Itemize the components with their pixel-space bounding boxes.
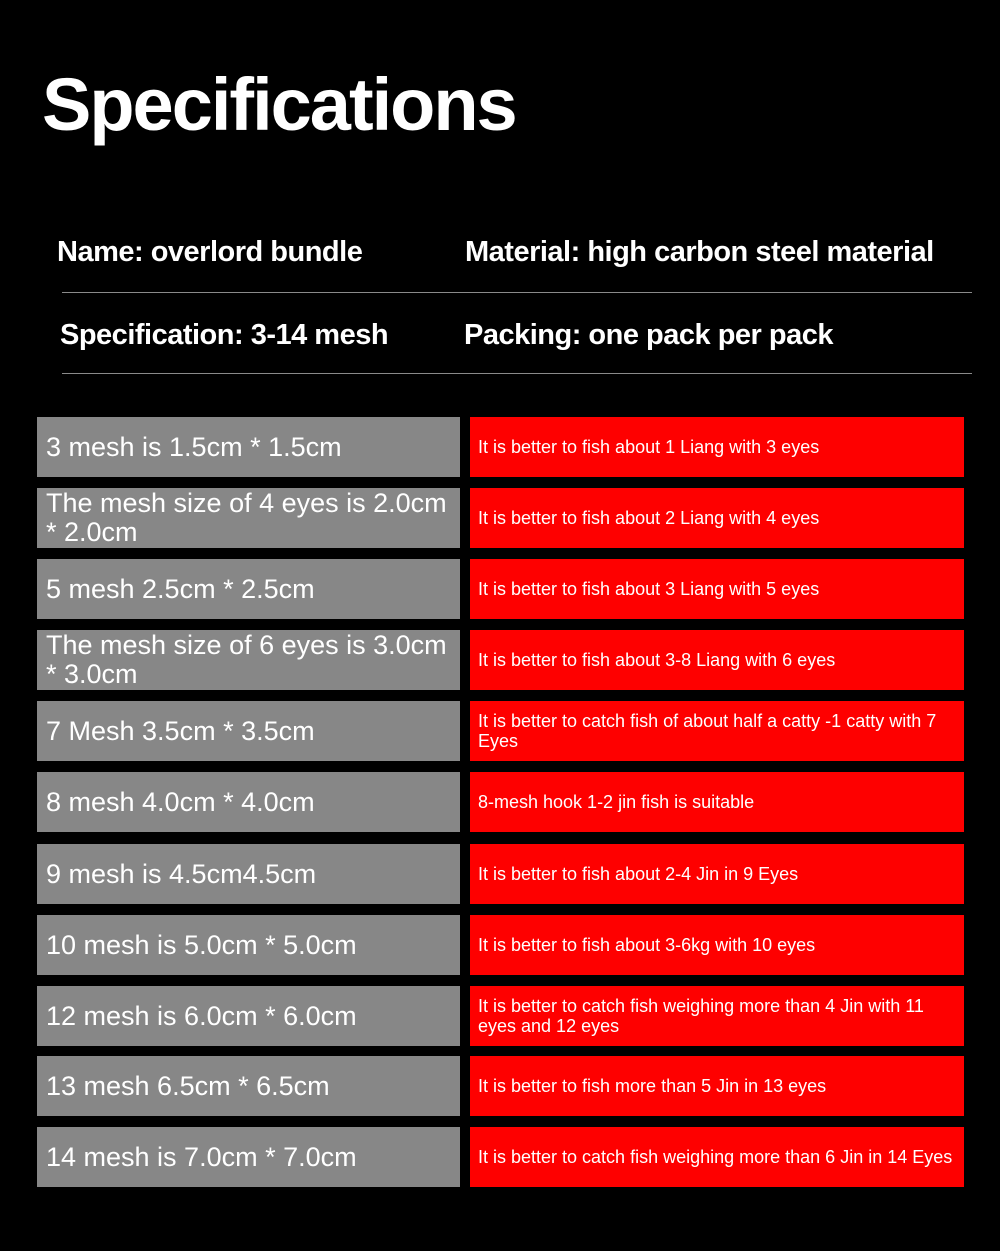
mesh-size-cell: 13 mesh 6.5cm * 6.5cm	[37, 1056, 460, 1116]
fish-advice-cell: It is better to fish about 2-4 Jin in 9 Eyes	[470, 844, 964, 904]
fish-advice-cell: It is better to fish more than 5 Jin in 13 eyes	[470, 1056, 964, 1116]
fish-advice-cell: It is better to fish about 3-8 Liang with 6 eyes	[470, 630, 964, 690]
fish-advice-cell: It is better to fish about 3 Liang with 5 eyes	[470, 559, 964, 619]
table-row	[37, 986, 964, 1046]
fish-advice-cell: It is better to fish about 1 Liang with 3 eyes	[470, 417, 964, 477]
mesh-size-cell: 12 mesh is 6.0cm * 6.0cm	[37, 986, 460, 1046]
mesh-size-cell: 10 mesh is 5.0cm * 5.0cm	[37, 915, 460, 975]
mesh-size-cell: The mesh size of 4 eyes is 2.0cm * 2.0cm	[37, 488, 460, 548]
spec-specification: Specification: 3-14 mesh	[60, 319, 389, 351]
mesh-size-cell: 14 mesh is 7.0cm * 7.0cm	[37, 1127, 460, 1187]
fish-advice-cell: 8-mesh hook 1-2 jin fish is suitable	[470, 772, 964, 832]
spec-packing: Packing: one pack per pack	[464, 319, 833, 351]
fish-advice-cell: It is better to catch fish weighing more than 4 Jin with 11 eyes and 12 eyes	[470, 986, 964, 1046]
table-row	[37, 1056, 964, 1116]
table-row	[37, 701, 964, 761]
table-row	[37, 844, 964, 904]
spec-material: Material: high carbon steel material	[465, 236, 934, 268]
fish-advice-cell: It is better to catch fish weighing more than 6 Jin in 14 Eyes	[470, 1127, 964, 1187]
divider	[62, 292, 972, 293]
page-title: Specifications	[42, 63, 516, 146]
table-row	[37, 1127, 964, 1187]
table-row	[37, 559, 964, 619]
mesh-size-cell: 8 mesh 4.0cm * 4.0cm	[37, 772, 460, 832]
divider	[62, 373, 972, 374]
fish-advice-cell: It is better to fish about 2 Liang with 4 eyes	[470, 488, 964, 548]
spec-name: Name: overlord bundle	[57, 236, 363, 268]
table-row	[37, 630, 964, 690]
mesh-size-cell: 5 mesh 2.5cm * 2.5cm	[37, 559, 460, 619]
fish-advice-cell: It is better to catch fish of about half a catty -1 catty with 7 Eyes	[470, 701, 964, 761]
mesh-size-cell: The mesh size of 6 eyes is 3.0cm * 3.0cm	[37, 630, 460, 690]
table-row	[37, 772, 964, 832]
table-row	[37, 915, 964, 975]
fish-advice-cell: It is better to fish about 3-6kg with 10 eyes	[470, 915, 964, 975]
mesh-size-cell: 3 mesh is 1.5cm * 1.5cm	[37, 417, 460, 477]
mesh-size-cell: 9 mesh is 4.5cm4.5cm	[37, 844, 460, 904]
table-row	[37, 417, 964, 477]
mesh-size-cell: 7 Mesh 3.5cm * 3.5cm	[37, 701, 460, 761]
table-row	[37, 488, 964, 548]
